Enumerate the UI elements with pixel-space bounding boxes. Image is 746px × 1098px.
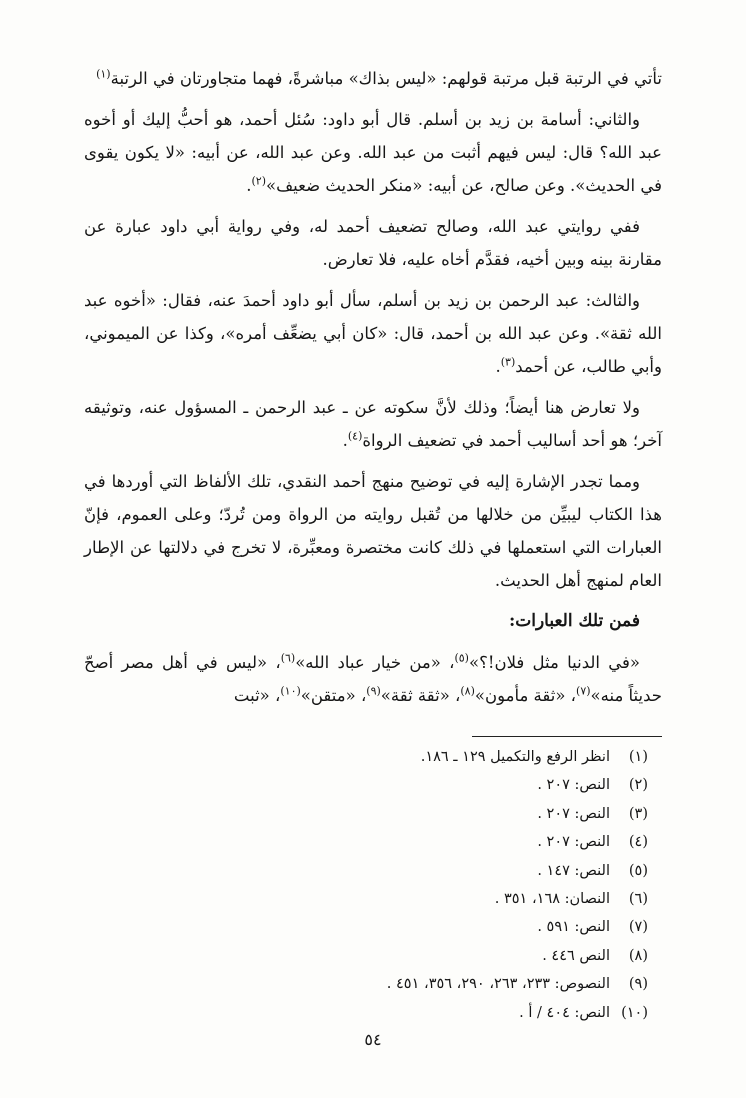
footnote-ref-8[interactable]: (٨) bbox=[460, 684, 475, 698]
footnote-text: النص: ٤٠٤ / أ . bbox=[519, 1004, 610, 1021]
footnote-number: (٥) bbox=[628, 862, 648, 879]
footnote-ref-9[interactable]: (٩) bbox=[366, 684, 381, 698]
footnote-text: النص: ٥٩١ . bbox=[537, 919, 610, 936]
footnote-divider bbox=[472, 736, 662, 737]
footnote-number: (٦) bbox=[628, 891, 648, 908]
footnote-text: النص: ٢٠٧ . bbox=[537, 777, 610, 794]
footnote-item bbox=[84, 913, 648, 941]
footnotes-list bbox=[84, 743, 662, 1027]
footnote-item bbox=[84, 942, 648, 970]
footnote-number: (٩) bbox=[628, 976, 648, 993]
paragraph-2: والثاني: أسامة بن زيد بن أسلم. قال أبو داود: سُئل أحمد، هو أحبُّ إليك أو أخوه عبد الله؟ قال: ليس فيهم أثبت من عبد الله. وعن عبد الله، عن أبيه: «لا يكون يقوى في الحديث». وعن صالح، عن أبيه: «منكر الحديث ضعيف»$^{(٢)}$. bbox=[84, 110, 662, 195]
footnote-item bbox=[84, 999, 648, 1027]
footnote-ref-2[interactable]: (٢) bbox=[251, 174, 266, 188]
footnote-text: النص: ٢٠٧ . bbox=[537, 805, 610, 822]
footnote-ref-4[interactable]: (٤) bbox=[347, 429, 363, 443]
footnote-number: (٣) bbox=[628, 805, 648, 822]
footnote-text: النص: ١٤٧ . bbox=[537, 862, 610, 879]
footnote-item bbox=[84, 857, 648, 885]
footnote-text: النصوص: ٢٣٣، ٢٦٣، ٢٩٠، ٣٥٦، ٤٥١ . bbox=[386, 976, 610, 993]
footnote-text: انظر الرفع والتكميل ١٢٩ ـ ١٨٦. bbox=[420, 749, 610, 765]
footnote-text: النص ٤٤٦ . bbox=[542, 947, 610, 964]
footnote-item bbox=[84, 800, 648, 828]
footnote-number: (١٠) bbox=[621, 1004, 648, 1021]
paragraph-3: ففي روايتي عبد الله، وصالح تضعيف أحمد له، وفي رواية أبي داود عبارة عن مقارنة بينه وبين أخيه، فقدَّم أخاه عليه، فلا تعارض. bbox=[84, 217, 662, 269]
footnote-number: (٤) bbox=[628, 834, 648, 851]
body-text bbox=[84, 62, 662, 712]
footnote-number: (١) bbox=[628, 749, 648, 765]
footnote-ref-5[interactable]: (٥) bbox=[454, 651, 469, 665]
footnote-number: (٨) bbox=[628, 947, 648, 964]
paragraph-4: والثالث: عبد الرحمن بن زيد بن أسلم، سأل أبو داود أحمدَ عنه، فقال: «أخوه عبد الله ثقة». وعن عبد الله بن أحمد، قال: «كان أبي يضعِّف أمره»، وكذا عن الميموني، وأبي طالب، عن أحمد$^{(٣)}$. bbox=[84, 291, 662, 376]
paragraph-5: ولا تعارض هنا أيضاً؛ وذلك لأنَّ سكوته عن ـ عبد الرحمن ـ المسؤول عنه، وتوثيقه آخر؛ هو أحد أساليب أحمد في تضعيف الرواة$^{(٤)}$. bbox=[84, 398, 662, 450]
section-heading: فمن تلك العبارات: bbox=[508, 611, 640, 631]
footnote-ref-3[interactable]: (٣) bbox=[500, 355, 516, 369]
footnote-item bbox=[84, 828, 648, 856]
paragraph-7: «في الدنيا مثل فلان!؟»$^{(٥)}$، «من خيار عباد الله»$^{(٦)}$، «ليس في أهل مصر أصحّ حديثاً منه»$^{(٧)}$، «ثقة مأمون»$^{(٨)}$، «ثقة ثقة»$^{(٩)}$، «متقن»$^{(١٠)}$، «ثبت bbox=[84, 651, 662, 705]
page-number: ٥٤ bbox=[364, 1030, 382, 1049]
footnote-ref-1[interactable]: (١) bbox=[96, 67, 111, 81]
footnote-item bbox=[84, 743, 648, 771]
footnote-ref-7[interactable]: (٧) bbox=[576, 684, 591, 698]
footnote-ref-6[interactable]: (٦) bbox=[280, 651, 296, 665]
paragraph-1: تأتي في الرتبة قبل مرتبة قولهم: «ليس بذاك» مباشرةً، فهما متجاورتان في الرتبة$^{(١)}$ bbox=[96, 67, 662, 88]
footnote-text: النصان: ١٦٨، ٣٥١ . bbox=[494, 891, 610, 908]
footnote-ref-10[interactable]: (١٠) bbox=[280, 684, 301, 698]
footnote-number: (٢) bbox=[628, 777, 648, 794]
footnote-item bbox=[84, 970, 648, 998]
paragraph-6: ومما تجدر الإشارة إليه في توضيح منهج أحمد النقدي، تلك الألفاظ التي أوردها في هذا الكتاب ليبيِّن من خلالها من تُقبل روايته من الرواة ومن تُردّ؛ وعلى العموم، فإنّ العبارات التي استعملها في ذلك كانت مختصرة ومعبِّرة، لا تخرج في دلالتها عن الإطار العام لمنهج أهل الحديث. bbox=[84, 472, 662, 590]
footnote-number: (٧) bbox=[628, 919, 648, 936]
footnote-item bbox=[84, 771, 648, 799]
footnote-item bbox=[84, 885, 648, 913]
footnote-text: النص: ٢٠٧ . bbox=[537, 834, 610, 851]
